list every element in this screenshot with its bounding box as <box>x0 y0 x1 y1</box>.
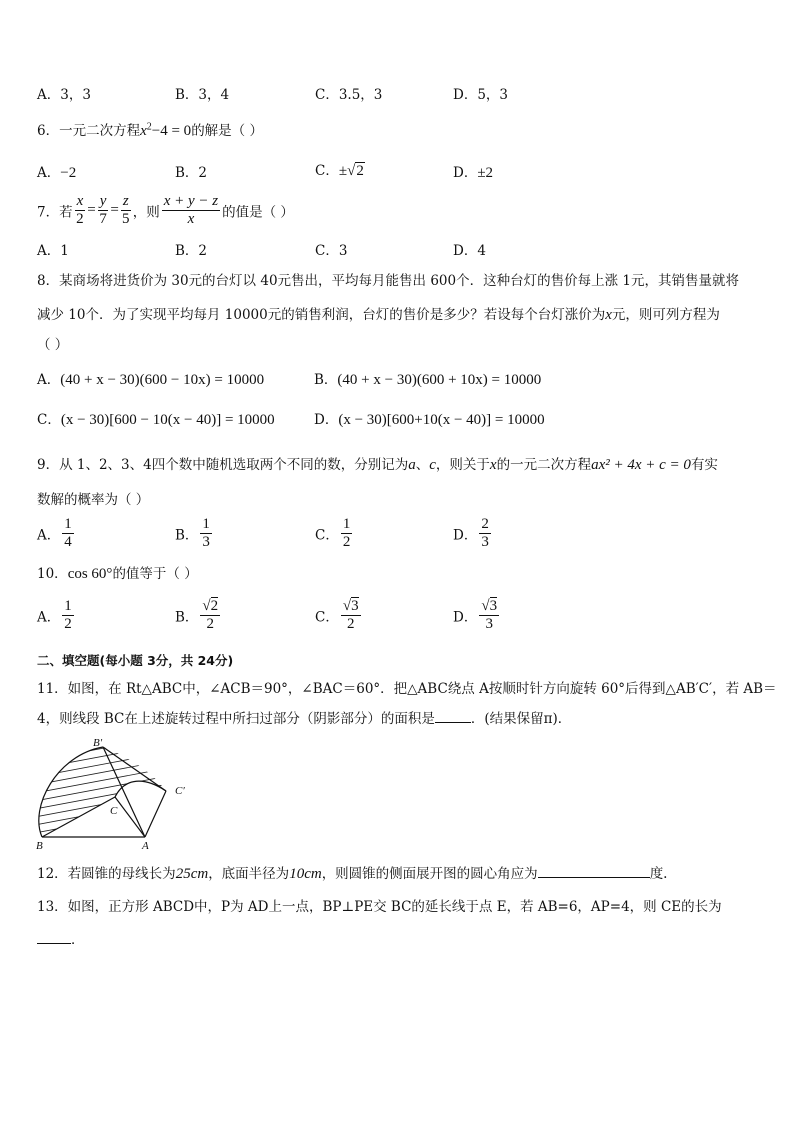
q8-option-d: D．(x − 30)[600+10(x − 40)] = 10000 <box>314 412 545 428</box>
question-8-line-1: 8．某商场将进货价为 30元的台灯以 40元售出，平均每月能售出 600个．这种台灯的售价每上涨 1元，其销售量就将 <box>37 273 739 289</box>
question-9-line-1: 9．从 1、2、3、4四个数中随机选取两个不同的数，分别记为a、c，则关于x的一元二次方程ax² + 4x + c = 0有实 <box>37 457 718 473</box>
label-C: C <box>110 805 118 817</box>
question-11-line-1: 11．如图，在 Rt△ABC中，∠ACB＝90°，∠BAC＝60°．把△ABC绕点 A按顺时针方向旋转 60°后得到△AB′C′，若 AB＝ <box>37 681 777 697</box>
q6-option-b: B．2 <box>175 165 208 181</box>
q13-answer-blank[interactable] <box>37 943 71 944</box>
question-13-line-1: 13．如图，正方形 ABCD中，P为 AD上一点，BP⊥PE交 BC的延长线于点 E，若 AB=6，AP=4，则 CE的长为 <box>37 899 722 915</box>
question-6-stem <box>37 119 263 140</box>
question-12-stem: 12．若圆锥的母线长为25cm，底面半径为10cm，则圆锥的侧面展开图的圆心角应为 度. <box>37 866 668 882</box>
q7-option-a: A．1 <box>37 243 69 259</box>
q12-answer-blank[interactable] <box>538 877 650 878</box>
q7-option-b: B．2 <box>175 243 208 259</box>
q5-option-b: B．3，4 <box>175 87 230 103</box>
q9-option-c: C． $\frac{1}{2}$ <box>315 516 351 550</box>
q7-fraction-x-2: $\frac{x}{2}$ <box>76 193 84 227</box>
q6-exponent: 2 <box>146 121 152 133</box>
q6-prefix: 6．一元二次方程 <box>37 123 141 139</box>
question-8-line-3: （ ） <box>37 337 69 353</box>
shaded-region <box>35 735 195 841</box>
q6-equation-tail: −4 = 0 <box>151 123 192 139</box>
q6-option-a: A．−2 <box>37 165 77 181</box>
question-13-line-2: ． <box>37 928 85 948</box>
question-10-stem: 10．cos 60°的值等于（ ） <box>37 566 198 582</box>
q11-figure <box>35 735 195 850</box>
q5-option-a: A．3，3 <box>37 87 91 103</box>
question-11-line-2: 4，则线段 BC在上述旋转过程中所扫过部分（阴影部分）的面积是 ．(结果保留π)． <box>37 711 572 727</box>
segment-CA <box>115 797 145 837</box>
q10-option-c: C． $\frac{√3}{2}$ <box>315 598 359 632</box>
q9-equation: ax² + 4x + c = 0 <box>591 457 691 473</box>
q6-suffix: 的解是（ ） <box>191 123 263 139</box>
q9-option-b: B． $\frac{1}{3}$ <box>175 516 210 550</box>
question-8-line-2: 减少 10个．为了实现平均每月 10000元的销售利润，台灯的售价是多少？若设每个台灯涨价为x元，则可列方程为 <box>37 307 720 323</box>
question-9-line-2: 数解的概率为（ ） <box>37 492 150 508</box>
question-7-stem: 7．若 $\frac{x}{2}$ = $\frac{y}{7}$ = $\frac{z}{5}$ ，则 $\frac{x + y - z}{x}$ 的值是（ ） <box>37 193 294 227</box>
q6-option-c: C．±√2 <box>315 163 364 179</box>
outer-arc <box>39 747 103 837</box>
segment-C1A <box>145 791 166 837</box>
q7-fraction-z-5: $\frac{z}{5}$ <box>122 193 130 227</box>
label-B: B <box>36 840 43 850</box>
q7-fraction-expression: $\frac{x + y - z}{x}$ <box>163 193 219 227</box>
segment-BC <box>42 797 115 837</box>
q7-option-d: D．4 <box>453 243 486 259</box>
q7-option-c: C．3 <box>315 243 348 259</box>
q5-option-d: D．5，3 <box>453 87 509 103</box>
q10-option-d: D． $\frac{√3}{3}$ <box>453 598 498 632</box>
q10-option-a: A． $\frac{1}{2}$ <box>37 598 72 632</box>
q6-variable: x <box>140 123 147 139</box>
q9-option-a: A． $\frac{1}{4}$ <box>37 516 72 550</box>
sqrt-symbol: √2 <box>347 163 364 179</box>
segment-B1C1 <box>103 747 166 791</box>
q10-option-b: B． $\frac{√2}{2}$ <box>175 598 219 632</box>
q7-fraction-y-7: $\frac{y}{7}$ <box>99 193 107 227</box>
q6-option-d: D．±2 <box>453 165 494 181</box>
section-2-heading: 二、填空题(每小题 3分，共 24分) <box>37 653 234 668</box>
q8-option-a: A．(40 + x − 30)(600 − 10x) = 10000 <box>37 372 265 388</box>
q11-answer-blank[interactable] <box>435 722 471 723</box>
q5-option-c: C．3.5，3 <box>315 87 383 103</box>
q8-option-b: B．(40 + x − 30)(600 + 10x) = 10000 <box>314 372 542 388</box>
label-A: A <box>142 840 149 850</box>
q8-option-c: C．(x − 30)[600 − 10(x − 40)] = 10000 <box>37 412 275 428</box>
label-C-prime: C′ <box>175 785 185 797</box>
label-B-prime: B′ <box>93 737 103 749</box>
q9-option-d: D． $\frac{2}{3}$ <box>453 516 489 550</box>
